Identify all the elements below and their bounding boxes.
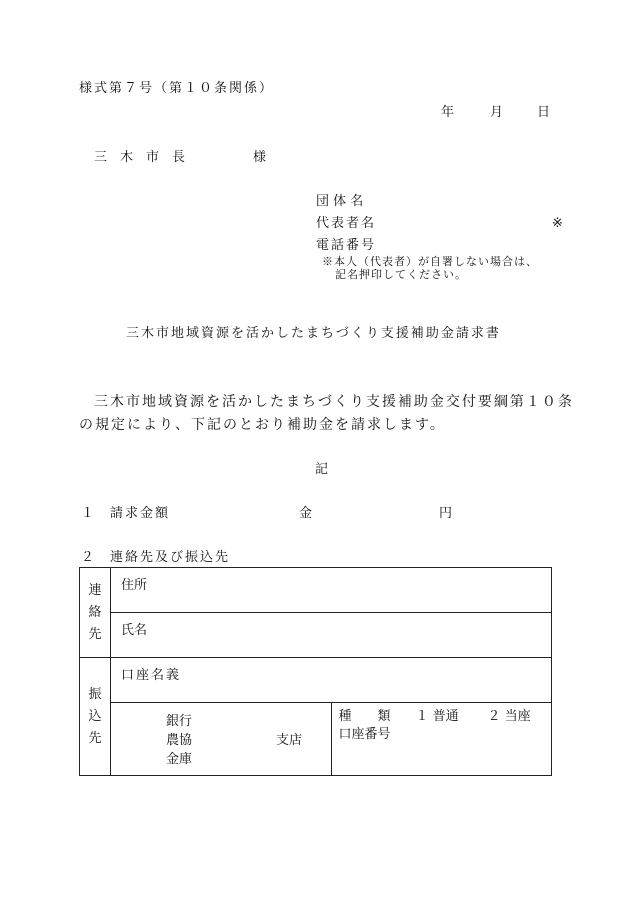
item2-number: ２ (81, 550, 95, 565)
branch-label: 支店 (276, 733, 303, 748)
body-line-2: の規定により、下記のとおり補助金を請求します。 (79, 417, 446, 433)
account-type-label: 種 類 (338, 709, 391, 724)
date-month: 月 (490, 105, 504, 120)
applicant-note-1: ※本人（代表者）が自署しない場合は、 (322, 255, 538, 268)
address-cell[interactable] (111, 568, 552, 613)
item1-label: 請求金額 (110, 506, 171, 521)
contact-transfer-table (79, 567, 552, 776)
bank-type-shinkin: 金庫 (166, 752, 193, 767)
bank-cell[interactable] (111, 703, 332, 776)
item2-label: 連絡先及び振込先 (110, 550, 231, 565)
name-label: 氏名 (121, 623, 148, 638)
form-number: 様式第７号（第１０条関係） (79, 81, 275, 96)
date-day: 日 (537, 105, 551, 120)
body-line-1: 三木市地域資源を活かしたまちづくり支援補助金交付要綱第１０条 (94, 394, 574, 410)
address-label: 住所 (121, 578, 148, 593)
applicant-rep-label: 代表者名 (316, 216, 377, 231)
name-cell[interactable] (111, 613, 552, 658)
bank-type-bank: 銀行 (166, 714, 193, 729)
applicant-tel-label: 電話番号 (316, 238, 377, 253)
applicant-note-2: 記名押印してください。 (335, 268, 467, 281)
contact-side-label: 連 絡 先 (80, 568, 111, 658)
document-title: 三木市地域資源を活かしたまちづくり支援補助金請求書 (126, 326, 501, 341)
account-type-option-2: ２ 当座 (487, 709, 531, 724)
item1-yen: 円 (439, 506, 453, 521)
addressee: 三 木 市 長 (94, 150, 186, 165)
item1-number: １ (81, 506, 95, 521)
ki-heading: 記 (315, 462, 329, 477)
account-name-cell[interactable] (111, 658, 552, 703)
applicant-org-label: 団 体 名 (316, 194, 364, 209)
transfer-side-label: 振 込 先 (80, 658, 111, 776)
date-year: 年 (441, 105, 455, 120)
item1-kin: 金 (299, 506, 313, 521)
addressee-honorific: 様 (253, 150, 267, 165)
bank-type-agri: 農協 (166, 733, 193, 748)
account-type-option-1: １ 普通 (415, 709, 459, 724)
account-name-label: 口座名義 (121, 668, 182, 683)
account-number-label: 口座番号 (338, 727, 391, 742)
account-type-cell[interactable] (331, 703, 552, 776)
applicant-rep-mark: ※ (552, 216, 563, 231)
